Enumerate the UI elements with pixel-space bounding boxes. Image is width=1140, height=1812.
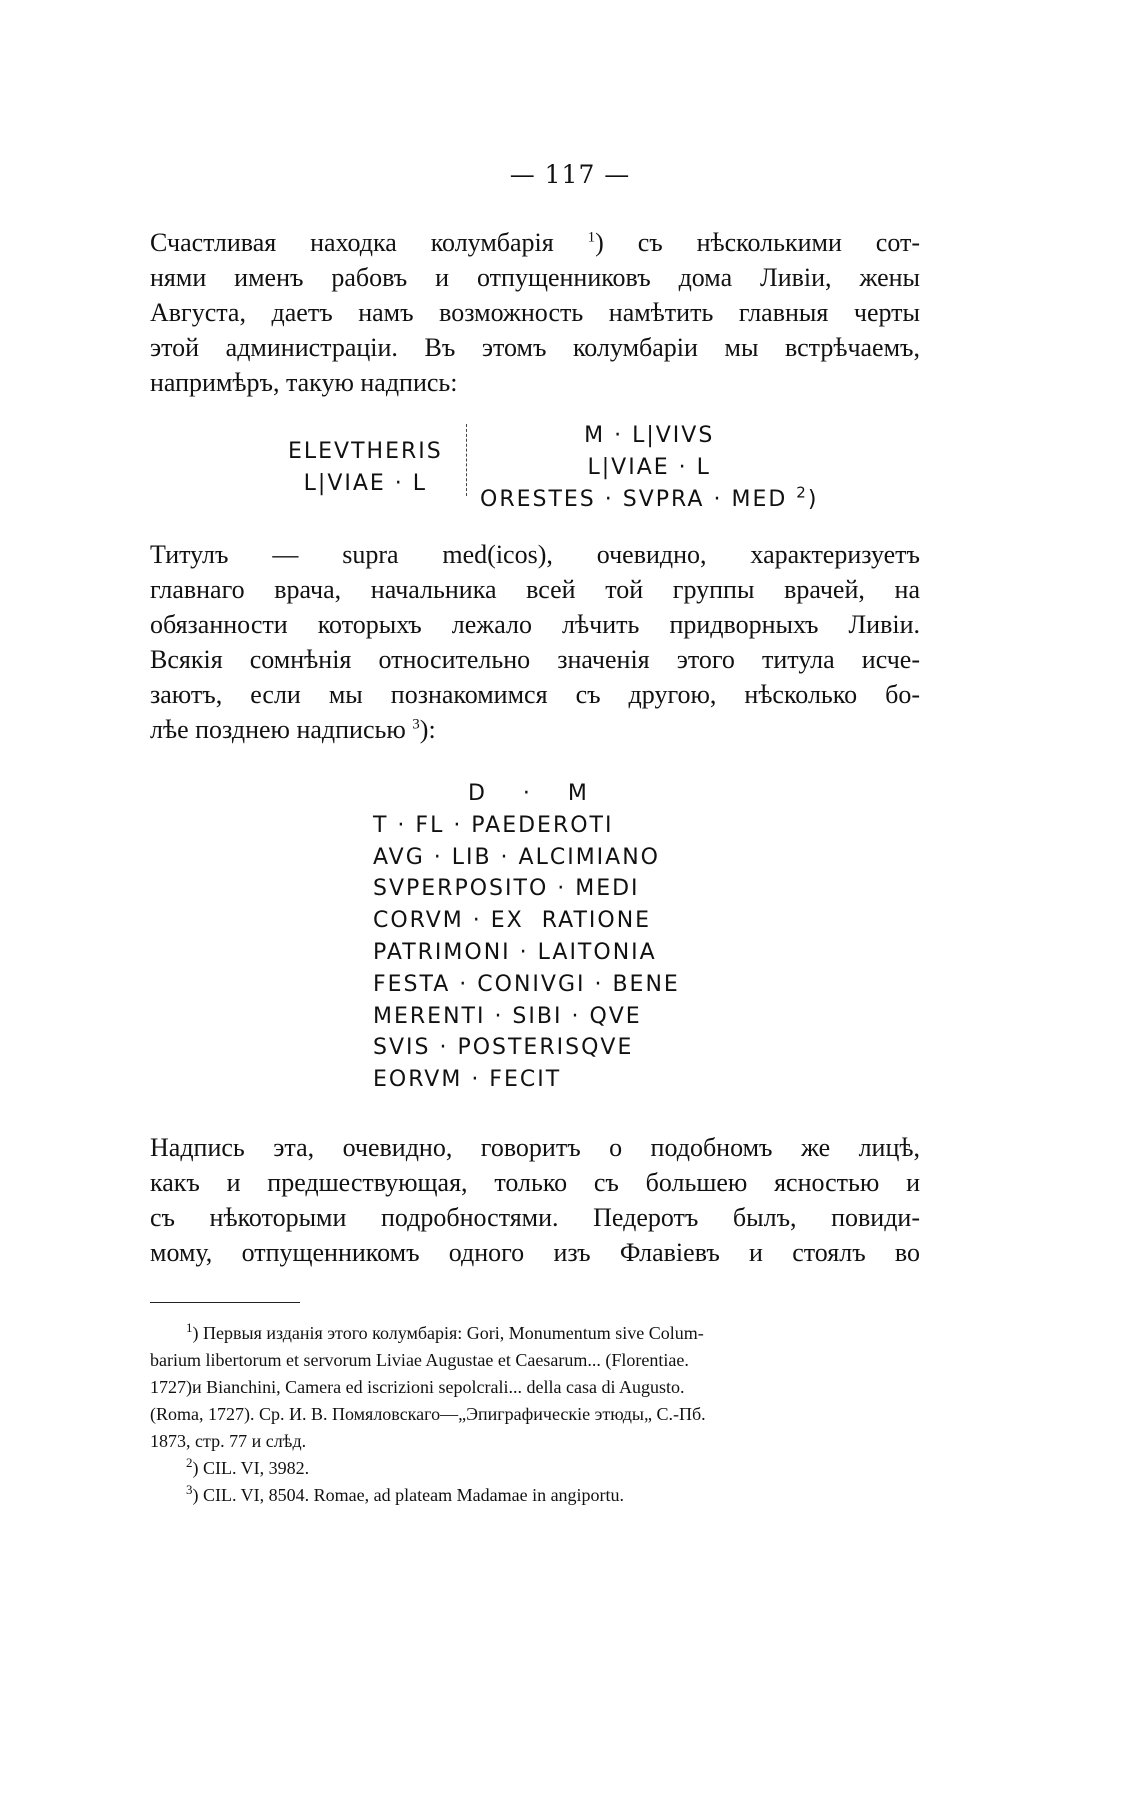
paragraph-line: мому, отпущенникомъ одного изъ Флавіевъ и стоялъ во xyxy=(150,1238,920,1267)
footnote-2 xyxy=(150,1455,920,1482)
paragraph-3 xyxy=(150,1130,920,1270)
inscription-line: M · L|VIVS xyxy=(584,423,715,448)
footnote-line: (Roma, 1727). Ср. И. В. Помяловскаго—„Эпиграфическіе этюды„ С.-Пб. xyxy=(150,1404,706,1424)
paragraph-line: этой администраціи. Въ этомъ колумбаріи мы встрѣчаемъ, xyxy=(150,333,920,362)
paragraph-line: заютъ, если мы познакомимся съ другою, нѣсколько бо- xyxy=(150,680,920,709)
footnote-rule xyxy=(150,1302,300,1303)
footnote-3 xyxy=(150,1482,920,1509)
inscription-line: ELEVTHERIS xyxy=(288,439,443,464)
inscription-line: L|VIAE · L xyxy=(303,471,428,496)
paragraph-line: лѣе позднею надписью $^3$): xyxy=(150,715,436,744)
inscription-line: AVG · LIB · ALCIMIANO xyxy=(373,844,660,870)
paragraph-line: Титулъ — supra med(icos), очевидно, характеризуетъ xyxy=(150,540,920,569)
page-number: — 117 — xyxy=(509,160,631,189)
inscription-line: FESTA · CONIVGI · BENE xyxy=(373,971,680,997)
footnote-line: $^3$) CIL. VI, 8504. Romae, ad plateam Madamae in angiportu. xyxy=(186,1482,625,1505)
footnote-ref-3[interactable]: 3 xyxy=(412,716,420,733)
inscription-line: CORVM · EX RATIONE xyxy=(373,908,652,934)
paragraph-line: съ нѣкоторыми подробностями. Педеротъ былъ, повиди- xyxy=(150,1203,920,1232)
paragraph-line: Августа, даетъ намъ возможность намѣтить главныя черты xyxy=(150,298,920,327)
inscription-line: L|VIAE · L xyxy=(587,455,711,480)
paragraph-line: Всякія сомнѣнія относительно значенія этого титула исче- xyxy=(150,645,920,674)
footnote-line: 1873, стр. 77 и слѣд. xyxy=(150,1431,307,1451)
paragraph-line: напримѣръ, такую надпись: xyxy=(150,368,458,397)
footnote-line: $^1$) Первыя изданія этого колумбарія: Gori, Monumentum sive Colum- xyxy=(186,1320,704,1343)
inscription-line: PATRIMONI · LAITONIA xyxy=(373,939,657,965)
footnotes xyxy=(150,1320,920,1509)
footnote-line: $^2$) CIL. VI, 3982. xyxy=(186,1455,310,1478)
inscription-1-right xyxy=(480,420,818,516)
inscription-line: EORVM · FECIT xyxy=(373,1067,562,1093)
paragraph-line: нями именъ рабовъ и отпущенниковъ дома Ливіи, жены xyxy=(150,263,920,292)
paragraph-line: Счастливая находка колумбарія $^1$) съ нѣсколькими сот- xyxy=(150,228,920,257)
inscription-line: MERENTI · SIBI · QVE xyxy=(373,1003,642,1029)
inscription-1-left xyxy=(288,436,443,500)
footnote-line: 1727)и Bianchini, Camera ed iscrizioni sepolcrali... della casa di Augusto. xyxy=(150,1377,685,1397)
inscription-line: T · FL · PAEDEROTI xyxy=(373,812,614,838)
inscription-line: SVPERPOSITO · MEDI xyxy=(373,876,640,902)
paragraph-1 xyxy=(150,225,920,400)
inscription-line: SVIS · POSTERISQVE xyxy=(373,1035,634,1061)
inscription-2 xyxy=(373,778,680,1096)
inscription-divider xyxy=(466,424,467,496)
paragraph-line: какъ и предшествующая, только съ большею ясностью и xyxy=(150,1168,920,1197)
footnote-ref-2[interactable]: 2 xyxy=(796,483,808,502)
paragraph-line: главнаго врача, начальника всей той группы врачей, на xyxy=(150,575,920,604)
inscription-line: ORESTES · SVPRA · MED $^2$) xyxy=(480,483,819,512)
footnote-line: barium libertorum et servorum Liviae Augustae et Caesarum... (Florentiae. xyxy=(150,1350,689,1370)
inscription-line: D · M xyxy=(468,781,589,806)
paragraph-2 xyxy=(150,537,920,747)
footnote-ref-1[interactable]: 1 xyxy=(587,229,596,246)
paragraph-line: обязанности которыхъ лежало лѣчить придворныхъ Ливіи. xyxy=(150,610,920,639)
footnote-1 xyxy=(150,1320,920,1455)
paragraph-line: Надпись эта, очевидно, говоритъ о подобномъ же лицѣ, xyxy=(150,1133,920,1162)
